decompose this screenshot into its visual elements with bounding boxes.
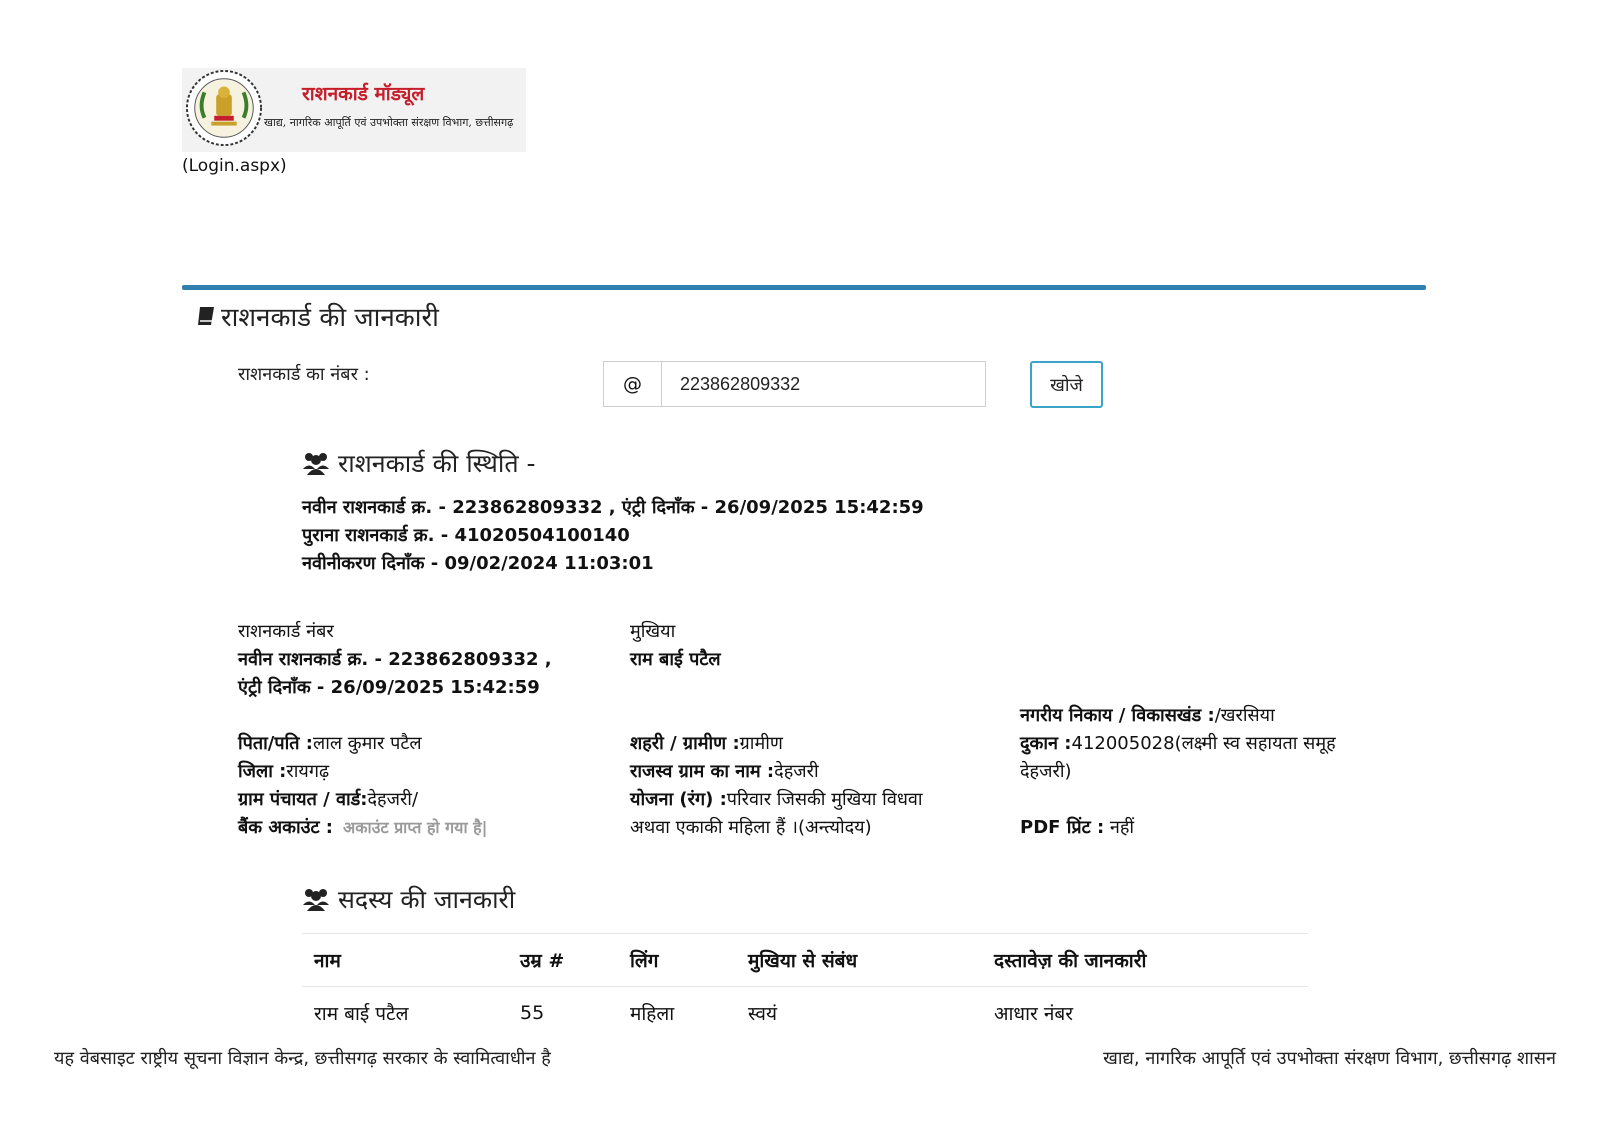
village-label: राजस्व ग्राम का नाम : [630, 761, 775, 782]
scheme-label: योजना (रंग) : [630, 789, 727, 810]
shop-value-2: देहजरी) [1020, 761, 1072, 782]
member-relation: स्वयं [748, 1003, 777, 1025]
section-title [195, 298, 439, 334]
column-header-age: उम्र # [508, 934, 618, 987]
member-documents: आधार नंबर [994, 1003, 1073, 1025]
book-icon [195, 305, 217, 327]
at-addon: @ [604, 362, 662, 406]
bank-label: बैंक अकाउंट : [238, 817, 334, 838]
new-card-line: नवीन राशनकार्ड क्र. - 223862809332 , एंट्री दिनाँक - 26/09/2025 15:42:59 [302, 497, 924, 518]
card-number-value-2: एंट्री दिनाँक - 26/09/2025 15:42:59 [238, 677, 540, 698]
ration-card-input-group [603, 361, 986, 407]
users-icon [302, 451, 330, 475]
status-heading [302, 446, 536, 480]
footer-right-text: खाद्य, नागरिक आपूर्ति एवं उपभोक्ता संरक्षण विभाग, छत्तीसगढ़ शासन [1103, 1048, 1556, 1069]
search-button[interactable]: खोजे [1030, 361, 1103, 408]
pdf-print-value: नहीं [1104, 817, 1135, 838]
table-row [302, 987, 1308, 1040]
scheme-value-1: परिवार जिसकी मुखिया विधवा [726, 789, 923, 810]
table-header-row [302, 934, 1308, 987]
panchayat-value: देहजरी/ [367, 789, 419, 810]
footer-left-text: यह वेबसाइट राष्ट्रीय सूचना विज्ञान केन्द्र, छत्तीसगढ़ सरकार के स्वामित्वाधीन है [54, 1048, 551, 1069]
father-label: पिता/पति : [238, 733, 313, 754]
renewal-date-line: नवीनीकरण दिनाँक - 09/02/2024 11:03:01 [302, 553, 654, 574]
members-table [302, 933, 1308, 1039]
members-heading [302, 882, 515, 916]
status-details [302, 494, 924, 578]
column-header-relation: मुखिया से संबंध [736, 934, 982, 987]
section-title-text: राशनकार्ड की जानकारी [221, 303, 439, 333]
village-value: देहजरी [774, 761, 819, 782]
card-number-value-1: नवीन राशनकार्ड क्र. - 223862809332 , [238, 649, 552, 670]
logo-title: राशनकार्ड मॉड्यूल [302, 83, 425, 105]
page-name: (Login.aspx) [182, 156, 287, 176]
district-value: रायगढ़ [286, 761, 330, 782]
details-column-2 [630, 618, 990, 842]
shop-value-1: 412005028(लक्ष्मी स्व सहायता समूह [1071, 733, 1336, 754]
status-heading-text: राशनकार्ड की स्थिति - [338, 449, 536, 478]
area-label: शहरी / ग्रामीण : [630, 733, 740, 754]
block-label: नगरीय निकाय / विकासखंड : [1020, 705, 1215, 726]
logo-subtitle: खाद्य, नागरिक आपूर्ति एवं उपभोक्ता संरक्षण विभाग, छत्तीसगढ़ [264, 116, 514, 129]
column-header-documents: दस्तावेज़ की जानकारी [982, 934, 1308, 987]
column-header-name: नाम [302, 934, 508, 987]
details-column-1 [238, 618, 598, 842]
district-label: जिला : [238, 761, 287, 782]
block-value: /खरसिया [1214, 705, 1275, 726]
users-icon [302, 887, 330, 911]
old-card-line: पुराना राशनकार्ड क्र. - 41020504100140 [302, 525, 630, 546]
area-value: ग्रामीण [739, 733, 783, 754]
ration-card-number-label: राशनकार्ड का नंबर : [238, 364, 370, 385]
ration-card-number-input[interactable] [662, 362, 985, 406]
card-number-label: राशनकार्ड नंबर [238, 621, 334, 642]
bank-value: अकाउंट प्राप्त हो गया है| [343, 818, 488, 837]
member-name: राम बाई पटैल [314, 1003, 409, 1025]
panchayat-label: ग्राम पंचायत / वार्ड: [238, 789, 368, 810]
shop-label: दुकान : [1020, 733, 1072, 754]
father-value: लाल कुमार पटैल [313, 733, 422, 754]
members-heading-text: सदस्य की जानकारी [338, 885, 516, 914]
details-column-3 [1020, 702, 1400, 842]
head-label: मुखिया [630, 621, 676, 642]
pdf-print-label: PDF प्रिंट : [1020, 817, 1105, 838]
member-age: 55 [520, 1002, 545, 1024]
head-value: राम बाई पटैल [630, 649, 721, 670]
section-divider [182, 285, 1426, 290]
member-gender: महिला [630, 1003, 675, 1025]
column-header-gender: लिंग [618, 934, 736, 987]
scheme-value-2: अथवा एकाकी महिला हैं ।(अन्त्योदय) [630, 817, 872, 838]
state-emblem-icon [185, 69, 263, 147]
